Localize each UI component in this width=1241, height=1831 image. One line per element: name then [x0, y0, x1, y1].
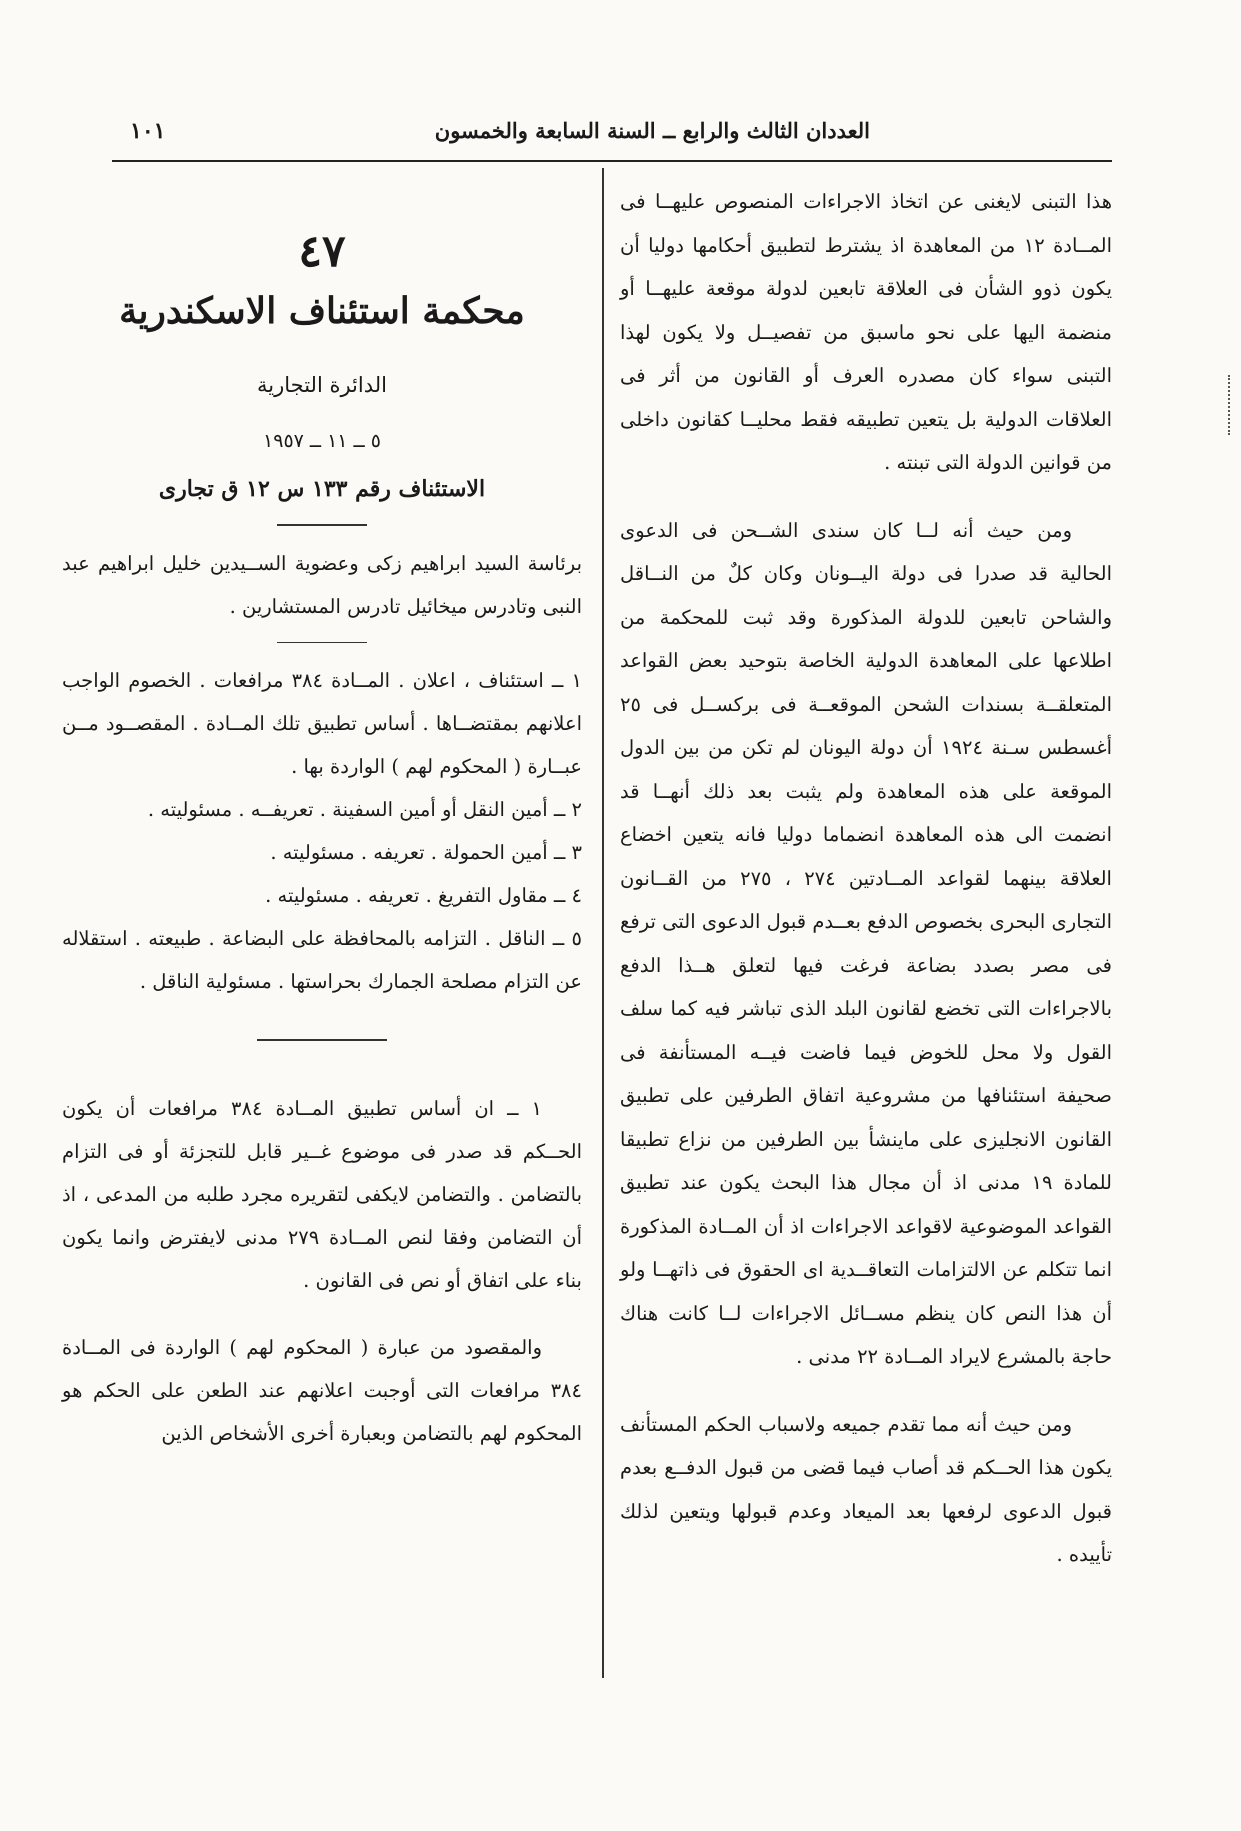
header-rule — [112, 160, 1112, 162]
paragraph: هذا التبنى لايغنى عن اتخاذ الاجراءات المنصوص عليهــا فى المــادة ١٢ من المعاهدة اذ يشترط لتطبيق أحكامها دوليا أن يكون ذوو الشأن فى العلاقة تابعين لدولة موقعة عليهــا أو منضمة اليها على نحو ماسبق من تفصيــل ولا يكون لهذا التبنى سواء كان مصدره العرف أو القانون من أثر فى العلاقات الدولية بل يتعين تطبيقه فقط محليــا كقانون داخلى من قوانين الدولة التى تبنته . — [620, 190, 1112, 474]
separator-rule — [257, 1039, 387, 1041]
headnote: ٥ ــ الناقل . التزامه بالمحافظة على البضاعة . طبيعته . استقلاله عن التزام مصلحة الجمارك بحراستها . مسئولية الناقل . — [62, 927, 582, 993]
separator-rule — [277, 642, 367, 644]
bench-composition: برئاسة السيد ابراهيم زكى وعضوية الســيدين خليل ابراهيم عبد النبى وتادرس ميخائيل تادرس المستشارين . — [62, 551, 582, 618]
court-circuit: الدائرة التجارية — [257, 373, 387, 397]
body-paragraph: والمقصود من عبارة ( المحكوم لهم ) الواردة فى المــادة ٣٨٤ مرافعات التى أوجبت اعلانهم عند الطعن على الحكم هو المحكوم لهم بالتضامن وبعبارة أخرى الأشخاص الذين — [62, 1335, 582, 1445]
paragraph: ومن حيث أنه لــا كان سندى الشــحن فى الدعوى الحالية قد صدرا فى دولة اليــونان وكان كلٌ من النــاقل والشاحن تابعين للدولة المذكورة وقد ثبت للمحكمة من اطلاعها على المعاهدة الدولية الخاصة بتوحيد بعض القواعد المتعلقــة بسندات الشحن الموقعــة فى بركســل فى ٢٥ أغسطس سـنة ١٩٢٤ أن دولة اليونان لم تكن من بين الدول الموقعة على هذه المعاهدة ولم يثبت بعد ذلك أنهــا قد انضمت الى هذه المعاهدة انضماما دوليا فانه يتعين اخضاع العلاقة بينهما لقواعد المــادتين ٢٧٤ ، ٢٧٥ من القــانون التجارى البحرى بخصوص الدفع بعــدم قبول الدعوى التى ترفع فى مصر بصدد بضاعة فرغت فيها لتعلق هــذا الدفع بالاجراءات التى تخضع لقانون البلد الذى تباشر فيه كما سلف القول ولا محل للخوض فيما فاضت فيــه المستأنفة فى صحيفة استئنافها من مشروعية اتفاق الطرفين على تطبيق القانون الانجليزى على ماينشأ بين الطرفين من نزاع تطبيقا للمادة ١٩ مدنى اذ أن مجال هذا البحث يكون عند تطبيق القواعد الموضوعية لاقواعد الاجراءات اذ أن المــادة المذكورة انما تتكلم عن الالتزامات التعاقــدية اى الحقوق فى ذاتهــا ولو أن هذا النص كان ينظم مســائل الاجراءات لــا كانت هناك حاجة بالمشرع لايراد المــادة ٢٢ مدنى . — [620, 518, 1112, 1368]
headnote: ٤ ــ مقاول التفريغ . تعريفه . مسئوليته . — [265, 884, 582, 907]
issue-title: العددان الثالث والرابع ــ السنة السابعة والخمسون — [434, 118, 870, 143]
case-number: ٤٧ — [298, 226, 346, 277]
headnote: ٢ ــ أمين النقل أو أمين السفينة . تعريفــه . مسئوليته . — [147, 798, 582, 821]
appeal-number: الاستئناف رقم ١٣٣ س ١٢ ق تجارى — [158, 476, 486, 502]
left-column — [62, 210, 582, 1455]
paragraph: ومن حيث أنه مما تقدم جميعه ولاسباب الحكم المستأنف يكون هذا الحــكم قد أصاب فيما قضى من قبول الدفــع بعدم قبول الدعوى لرفعها بعد الميعاد وعدم قبولها ويتعين لذلك تأييده . — [620, 1412, 1112, 1566]
page-number: ١٠١ — [130, 118, 166, 144]
separator-rule — [277, 524, 367, 526]
headnote: ٣ ــ أمين الحمولة . تعريفه . مسئوليته . — [270, 841, 582, 864]
running-header — [120, 118, 1110, 158]
headnote: ١ ــ استئناف ، اعلان . المــادة ٣٨٤ مرافعات . الخصوم الواجب اعلانهم بمقتضــاها . أساس تطبيق تلك المــادة . المقصــود مــن عبــارة ( المحكوم لهم ) الواردة بها . — [62, 669, 583, 778]
margin-mark — [1228, 375, 1233, 435]
body-paragraph: ١ ــ ان أساس تطبيق المــادة ٣٨٤ مرافعات أن يكون الحــكم قد صدر فى موضوع غــير قابل للتجزئة أو فى التزام بالتضامن . والتضامن لايكفى لتقريره مجرد طلبه من المدعى ، اذ أن التضامن وفقا لنص المــادة ٢٧٩ مدنى لايفترض وانما يكون بناء على اتفاق أو نص فى القانون . — [62, 1096, 582, 1292]
court-name: محكمة استئناف الاسكندرية — [119, 290, 525, 332]
right-column — [620, 180, 1112, 1577]
judgment-date: ٥ ــ ١١ ــ ١٩٥٧ — [263, 430, 381, 452]
column-divider — [602, 168, 604, 1678]
